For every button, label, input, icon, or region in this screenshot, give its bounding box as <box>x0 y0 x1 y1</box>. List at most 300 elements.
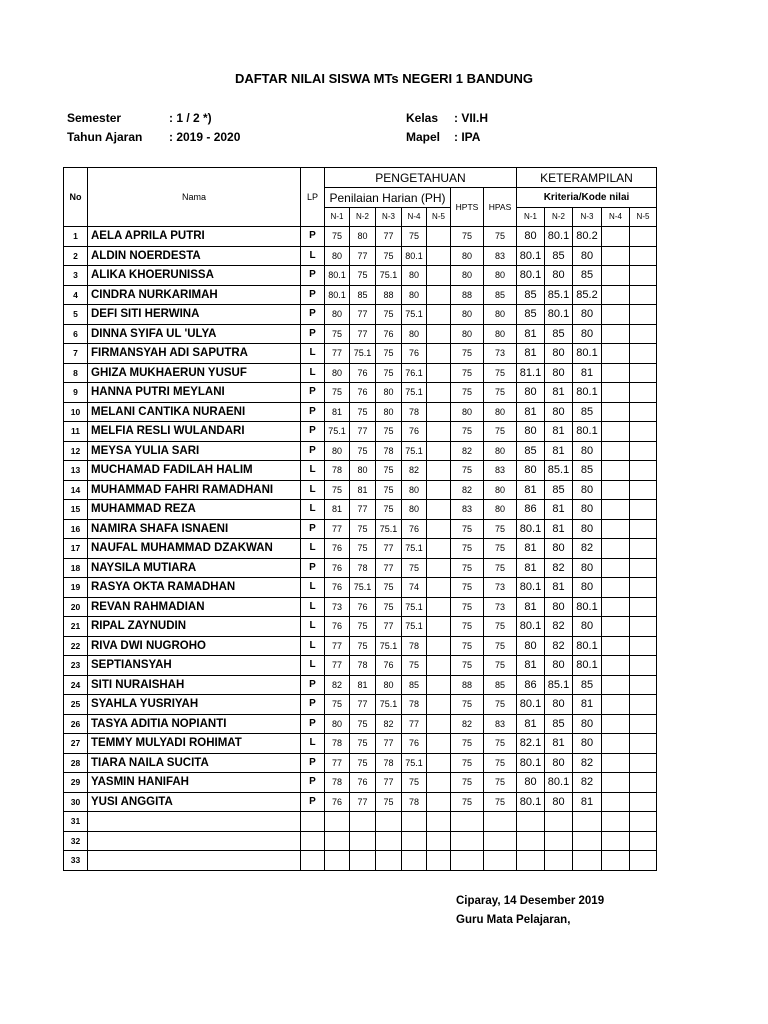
header-ket-n2: N-2 <box>545 208 573 227</box>
ket-n5-score <box>630 285 657 305</box>
ph-n3-score: 75 <box>376 305 402 325</box>
ket-n3-score <box>573 851 602 871</box>
ket-n4-score <box>602 636 630 656</box>
ket-n5-score <box>630 695 657 715</box>
ket-n2-score: 80 <box>545 597 573 617</box>
student-gender: L <box>301 461 325 481</box>
row-no: 4 <box>64 285 88 305</box>
ket-n4-score <box>602 792 630 812</box>
ph-n5-score <box>427 383 451 403</box>
table-row <box>64 792 657 812</box>
student-gender: P <box>301 441 325 461</box>
table-row <box>64 363 657 383</box>
ket-n4-score <box>602 266 630 286</box>
row-no: 26 <box>64 714 88 734</box>
student-name: ALDIN NOERDESTA <box>88 246 301 266</box>
student-gender: P <box>301 383 325 403</box>
ph-n4-score: 80 <box>402 324 427 344</box>
ket-n3-score: 85 <box>573 461 602 481</box>
student-gender: L <box>301 363 325 383</box>
student-gender: P <box>301 266 325 286</box>
ket-n2-score: 80 <box>545 753 573 773</box>
hpas-score: 75 <box>484 773 517 793</box>
ph-n1-score: 75 <box>325 227 350 247</box>
ph-n4-score: 76 <box>402 519 427 539</box>
ket-n3-score: 85.2 <box>573 285 602 305</box>
ket-n5-score <box>630 480 657 500</box>
row-no: 9 <box>64 383 88 403</box>
ph-n3-score: 82 <box>376 714 402 734</box>
ket-n1-score: 81 <box>517 558 545 578</box>
student-name: ALIKA KHOERUNISSA <box>88 266 301 286</box>
ket-n1-score: 81 <box>517 344 545 364</box>
ket-n3-score: 80 <box>573 500 602 520</box>
ph-n2-score: 81 <box>350 480 376 500</box>
ket-n3-score: 82 <box>573 539 602 559</box>
hpas-score: 75 <box>484 734 517 754</box>
student-name: MUCHAMAD FADILAH HALIM <box>88 461 301 481</box>
ket-n2-score: 85.1 <box>545 461 573 481</box>
ph-n5-score <box>427 831 451 851</box>
header-lp: LP <box>301 168 325 227</box>
ph-n4-score: 75.1 <box>402 305 427 325</box>
ket-n5-score <box>630 792 657 812</box>
ph-n1-score: 75 <box>325 480 350 500</box>
ket-n2-score: 81 <box>545 422 573 442</box>
hpas-score <box>484 851 517 871</box>
student-gender: P <box>301 695 325 715</box>
header-keterampilan: KETERAMPILAN <box>517 168 657 188</box>
row-no: 14 <box>64 480 88 500</box>
row-no: 32 <box>64 831 88 851</box>
ph-n2-score: 81 <box>350 675 376 695</box>
ket-n2-score: 80.1 <box>545 305 573 325</box>
ket-n4-score <box>602 422 630 442</box>
ket-n4-score <box>602 773 630 793</box>
mapel-row <box>406 130 480 144</box>
ph-n1-score: 80.1 <box>325 285 350 305</box>
ph-n4-score <box>402 851 427 871</box>
row-no: 30 <box>64 792 88 812</box>
student-name <box>88 831 301 851</box>
ph-n3-score: 77 <box>376 734 402 754</box>
student-gender <box>301 831 325 851</box>
ph-n2-score: 76 <box>350 363 376 383</box>
ket-n3-score: 82 <box>573 773 602 793</box>
header-no: No <box>64 168 88 227</box>
student-name: REVAN RAHMADIAN <box>88 597 301 617</box>
ket-n3-score: 81 <box>573 363 602 383</box>
ph-n3-score: 77 <box>376 617 402 637</box>
ph-n2-score <box>350 812 376 832</box>
ket-n2-score: 80 <box>545 539 573 559</box>
ket-n5-score <box>630 383 657 403</box>
ph-n4-score: 80.1 <box>402 246 427 266</box>
ph-n3-score: 75 <box>376 461 402 481</box>
table-row <box>64 285 657 305</box>
ph-n5-score <box>427 617 451 637</box>
ph-n5-score <box>427 480 451 500</box>
ket-n1-score: 82.1 <box>517 734 545 754</box>
ket-n4-score <box>602 500 630 520</box>
ph-n3-score: 75 <box>376 480 402 500</box>
student-gender: L <box>301 344 325 364</box>
ket-n1-score: 86 <box>517 675 545 695</box>
table-row <box>64 578 657 598</box>
student-name: HANNA PUTRI MEYLANI <box>88 383 301 403</box>
tahun-ajaran-value: : 2019 - 2020 <box>169 130 241 144</box>
ph-n2-score: 78 <box>350 558 376 578</box>
hpas-score: 75 <box>484 539 517 559</box>
ph-n3-score <box>376 812 402 832</box>
student-name: NAUFAL MUHAMMAD DZAKWAN <box>88 539 301 559</box>
ph-n5-score <box>427 344 451 364</box>
ket-n3-score: 81 <box>573 792 602 812</box>
student-name: GHIZA MUKHAERUN YUSUF <box>88 363 301 383</box>
student-name: FIRMANSYAH ADI SAPUTRA <box>88 344 301 364</box>
table-row <box>64 597 657 617</box>
ket-n5-score <box>630 461 657 481</box>
ph-n1-score <box>325 812 350 832</box>
ket-n2-score: 85.1 <box>545 285 573 305</box>
ph-n5-score <box>427 227 451 247</box>
ket-n4-score <box>602 344 630 364</box>
ph-n5-score <box>427 539 451 559</box>
student-gender: P <box>301 422 325 442</box>
hpts-score: 75 <box>451 695 484 715</box>
ket-n1-score: 81 <box>517 480 545 500</box>
ket-n3-score: 80 <box>573 305 602 325</box>
ket-n5-score <box>630 539 657 559</box>
row-no: 29 <box>64 773 88 793</box>
student-gender: L <box>301 500 325 520</box>
table-row <box>64 324 657 344</box>
student-name: DINNA SYIFA UL 'ULYA <box>88 324 301 344</box>
ket-n3-score: 80.1 <box>573 597 602 617</box>
ph-n5-score <box>427 441 451 461</box>
ket-n3-score: 80.1 <box>573 344 602 364</box>
ph-n2-score: 75 <box>350 734 376 754</box>
ph-n4-score: 75 <box>402 558 427 578</box>
ph-n1-score: 77 <box>325 636 350 656</box>
ket-n1-score: 80.1 <box>517 617 545 637</box>
ph-n5-score <box>427 246 451 266</box>
table-row <box>64 773 657 793</box>
ket-n3-score: 80 <box>573 480 602 500</box>
ph-n3-score: 75.1 <box>376 695 402 715</box>
ph-n5-score <box>427 558 451 578</box>
ph-n3-score: 88 <box>376 285 402 305</box>
ph-n4-score: 78 <box>402 792 427 812</box>
hpts-score: 80 <box>451 324 484 344</box>
ket-n1-score: 80.1 <box>517 753 545 773</box>
hpts-score: 75 <box>451 792 484 812</box>
ket-n5-score <box>630 305 657 325</box>
row-no: 17 <box>64 539 88 559</box>
student-name: SEPTIANSYAH <box>88 656 301 676</box>
ket-n1-score: 80.1 <box>517 246 545 266</box>
table-row <box>64 753 657 773</box>
hpts-score: 80 <box>451 402 484 422</box>
hpts-score: 75 <box>451 558 484 578</box>
ket-n5-score <box>630 558 657 578</box>
table-row <box>64 500 657 520</box>
student-name: SYAHLA YUSRIYAH <box>88 695 301 715</box>
ph-n2-score: 75 <box>350 519 376 539</box>
ph-n4-score <box>402 812 427 832</box>
hpts-score: 88 <box>451 675 484 695</box>
hpts-score: 80 <box>451 305 484 325</box>
ket-n2-score: 80 <box>545 266 573 286</box>
ket-n3-score: 82 <box>573 753 602 773</box>
ph-n2-score: 75.1 <box>350 578 376 598</box>
student-gender: P <box>301 675 325 695</box>
student-gender: P <box>301 305 325 325</box>
ket-n2-score: 85.1 <box>545 675 573 695</box>
hpas-score: 75 <box>484 753 517 773</box>
ph-n2-score: 76 <box>350 773 376 793</box>
ket-n1-score: 80 <box>517 773 545 793</box>
ph-n4-score: 82 <box>402 461 427 481</box>
ph-n5-score <box>427 656 451 676</box>
ket-n4-score <box>602 597 630 617</box>
table-row <box>64 831 657 851</box>
ph-n2-score: 80 <box>350 461 376 481</box>
ph-n2-score: 75 <box>350 441 376 461</box>
mapel-label: Mapel <box>406 130 441 144</box>
ket-n5-score <box>630 656 657 676</box>
ket-n3-score: 81 <box>573 695 602 715</box>
ph-n3-score: 75 <box>376 578 402 598</box>
ket-n2-score <box>545 831 573 851</box>
ph-n1-score: 76 <box>325 792 350 812</box>
header-ph-n3: N-3 <box>376 208 402 227</box>
mapel-value: : IPA <box>454 130 481 144</box>
ket-n5-score <box>630 753 657 773</box>
hpts-score: 75 <box>451 519 484 539</box>
ket-n3-score: 85 <box>573 675 602 695</box>
row-no: 18 <box>64 558 88 578</box>
ket-n1-score: 80 <box>517 636 545 656</box>
hpas-score: 75 <box>484 363 517 383</box>
table-row <box>64 636 657 656</box>
student-name: MELANI CANTIKA NURAENI <box>88 402 301 422</box>
ph-n2-score: 85 <box>350 285 376 305</box>
ket-n5-score <box>630 578 657 598</box>
hpts-score: 82 <box>451 441 484 461</box>
student-gender <box>301 851 325 871</box>
ph-n1-score: 77 <box>325 519 350 539</box>
ket-n5-score <box>630 422 657 442</box>
ph-n1-score: 77 <box>325 753 350 773</box>
ket-n3-score: 80 <box>573 734 602 754</box>
table-row <box>64 558 657 578</box>
ph-n3-score: 80 <box>376 675 402 695</box>
student-gender: L <box>301 656 325 676</box>
ket-n3-score <box>573 831 602 851</box>
ph-n1-score: 76 <box>325 578 350 598</box>
ket-n5-score <box>630 441 657 461</box>
row-no: 6 <box>64 324 88 344</box>
row-no: 20 <box>64 597 88 617</box>
hpts-score <box>451 851 484 871</box>
student-gender: L <box>301 480 325 500</box>
ph-n1-score: 80.1 <box>325 266 350 286</box>
hpas-score: 80 <box>484 402 517 422</box>
ket-n3-score: 80 <box>573 246 602 266</box>
hpts-score: 83 <box>451 500 484 520</box>
ket-n1-score: 80 <box>517 227 545 247</box>
ph-n5-score <box>427 305 451 325</box>
ket-n1-score: 81.1 <box>517 363 545 383</box>
student-name: MELFIA RESLI WULANDARI <box>88 422 301 442</box>
ph-n4-score <box>402 831 427 851</box>
ph-n3-score: 80 <box>376 383 402 403</box>
ket-n1-score: 80.1 <box>517 695 545 715</box>
row-no: 8 <box>64 363 88 383</box>
student-gender: P <box>301 714 325 734</box>
ket-n2-score <box>545 851 573 871</box>
ket-n2-score: 80 <box>545 695 573 715</box>
ph-n3-score <box>376 851 402 871</box>
ph-n3-score: 77 <box>376 539 402 559</box>
row-no: 28 <box>64 753 88 773</box>
ph-n2-score: 75 <box>350 402 376 422</box>
hpts-score: 75 <box>451 617 484 637</box>
ph-n5-score <box>427 675 451 695</box>
ket-n5-score <box>630 812 657 832</box>
hpas-score: 73 <box>484 344 517 364</box>
tahun-ajaran-label: Tahun Ajaran <box>67 130 143 144</box>
ket-n2-score: 80 <box>545 363 573 383</box>
ket-n4-score <box>602 753 630 773</box>
student-name <box>88 851 301 871</box>
ket-n5-score <box>630 714 657 734</box>
ket-n1-score <box>517 812 545 832</box>
hpts-score: 82 <box>451 714 484 734</box>
ket-n1-score <box>517 831 545 851</box>
hpas-score: 80 <box>484 441 517 461</box>
ph-n5-score <box>427 597 451 617</box>
ph-n5-score <box>427 773 451 793</box>
student-name <box>88 812 301 832</box>
header-ph-n4: N-4 <box>402 208 427 227</box>
hpts-score: 75 <box>451 363 484 383</box>
hpas-score: 83 <box>484 714 517 734</box>
hpas-score: 80 <box>484 500 517 520</box>
ket-n3-score: 80.1 <box>573 383 602 403</box>
table-row <box>64 617 657 637</box>
ph-n3-score: 75.1 <box>376 636 402 656</box>
hpas-score: 75 <box>484 656 517 676</box>
header-ket-n4: N-4 <box>602 208 630 227</box>
ph-n4-score: 75.1 <box>402 441 427 461</box>
ph-n4-score: 75.1 <box>402 383 427 403</box>
ket-n2-score: 81 <box>545 519 573 539</box>
ph-n1-score: 81 <box>325 402 350 422</box>
ph-n3-score: 77 <box>376 227 402 247</box>
semester-row <box>67 111 212 125</box>
signature-place-date: Ciparay, 14 Desember 2019 <box>456 895 605 907</box>
hpas-score: 85 <box>484 675 517 695</box>
ket-n5-score <box>630 266 657 286</box>
student-gender: L <box>301 539 325 559</box>
ket-n2-score: 81 <box>545 441 573 461</box>
ket-n2-score: 80 <box>545 656 573 676</box>
ket-n1-score: 81 <box>517 402 545 422</box>
table-row <box>64 266 657 286</box>
hpas-score: 75 <box>484 617 517 637</box>
ket-n5-score <box>630 597 657 617</box>
ket-n4-score <box>602 402 630 422</box>
ket-n1-score: 81 <box>517 656 545 676</box>
ph-n5-score <box>427 500 451 520</box>
hpts-score: 75 <box>451 383 484 403</box>
ph-n3-score: 75 <box>376 597 402 617</box>
ket-n4-score <box>602 656 630 676</box>
ket-n4-score <box>602 480 630 500</box>
ket-n1-score: 85 <box>517 285 545 305</box>
ket-n1-score: 80 <box>517 461 545 481</box>
ph-n4-score: 77 <box>402 714 427 734</box>
ket-n4-score <box>602 305 630 325</box>
hpas-score: 80 <box>484 480 517 500</box>
student-name: MEYSA YULIA SARI <box>88 441 301 461</box>
ph-n4-score: 74 <box>402 578 427 598</box>
ph-n3-score: 76 <box>376 324 402 344</box>
ph-n4-score: 80 <box>402 266 427 286</box>
ph-n5-score <box>427 734 451 754</box>
ph-n2-score: 75 <box>350 617 376 637</box>
row-no: 16 <box>64 519 88 539</box>
ket-n4-score <box>602 812 630 832</box>
ket-n4-score <box>602 578 630 598</box>
row-no: 10 <box>64 402 88 422</box>
ket-n5-score <box>630 519 657 539</box>
ket-n2-score <box>545 812 573 832</box>
ket-n4-score <box>602 675 630 695</box>
student-name: CINDRA NURKARIMAH <box>88 285 301 305</box>
ph-n4-score: 75.1 <box>402 617 427 637</box>
ket-n5-score <box>630 227 657 247</box>
ph-n4-score: 76 <box>402 422 427 442</box>
table-row <box>64 519 657 539</box>
hpas-score: 80 <box>484 324 517 344</box>
ket-n1-score: 80.1 <box>517 792 545 812</box>
ph-n2-score: 76 <box>350 597 376 617</box>
hpas-score: 75 <box>484 422 517 442</box>
ph-n1-score: 78 <box>325 734 350 754</box>
ket-n5-score <box>630 636 657 656</box>
ket-n5-score <box>630 363 657 383</box>
ph-n1-score: 78 <box>325 461 350 481</box>
ket-n3-score: 80 <box>573 558 602 578</box>
ket-n1-score <box>517 851 545 871</box>
ket-n4-score <box>602 519 630 539</box>
table-row <box>64 656 657 676</box>
row-no: 12 <box>64 441 88 461</box>
ph-n4-score: 76 <box>402 344 427 364</box>
ph-n5-score <box>427 695 451 715</box>
ket-n4-score <box>602 383 630 403</box>
semester-value: : 1 / 2 *) <box>169 111 212 125</box>
ket-n2-score: 80 <box>545 344 573 364</box>
ket-n1-score: 81 <box>517 597 545 617</box>
ph-n2-score: 78 <box>350 656 376 676</box>
ket-n5-score <box>630 324 657 344</box>
ph-n2-score: 77 <box>350 422 376 442</box>
hpts-score: 82 <box>451 480 484 500</box>
